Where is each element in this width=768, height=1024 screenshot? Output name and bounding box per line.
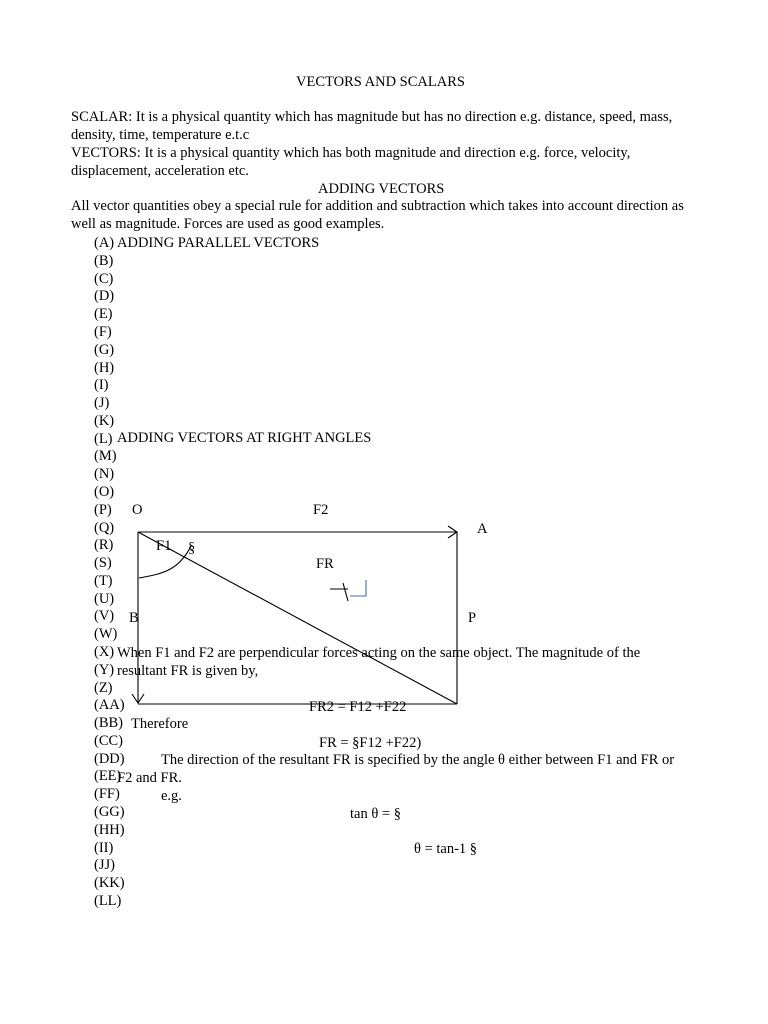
equation-fr-squared: FR2 = F12 +F22 xyxy=(309,699,407,715)
label-a: A xyxy=(477,521,488,537)
therefore-text: Therefore xyxy=(131,716,189,732)
label-f1: F1 xyxy=(156,538,172,554)
list-marker: (GG) xyxy=(94,804,125,820)
equation-fr: FR = §F12 +F22) xyxy=(319,735,422,751)
list-marker: (S) xyxy=(94,555,112,571)
list-marker: (II) xyxy=(94,839,114,856)
list-marker: (R) xyxy=(94,537,114,554)
label-f2: F2 xyxy=(313,502,329,518)
list-marker: (E) xyxy=(94,306,113,323)
list-marker: (T) xyxy=(94,572,113,589)
list-marker: (F) xyxy=(94,323,112,340)
list-marker: (CC) xyxy=(94,732,123,749)
label-b: B xyxy=(129,610,139,626)
list-marker: (W) xyxy=(94,626,118,643)
scalar-definition: SCALAR: It is a physical quantity which has magnitude but has no direction e.g. distance, speed, mass, density, time, temperature e.t.c xyxy=(71,109,673,143)
label-section: § xyxy=(188,540,196,556)
vectors-definition: VECTORS: It is a physical quantity which has both magnitude and direction e.g. force, velocity, displacement, acceleration etc. xyxy=(71,145,631,179)
list-marker: (U) xyxy=(94,590,115,607)
list-marker: (G) xyxy=(94,341,115,358)
list-marker: (I) xyxy=(94,377,109,394)
list-marker: (D) xyxy=(94,288,115,305)
parallel-vectors-heading: ADDING PARALLEL VECTORS xyxy=(117,235,320,251)
equation-theta: θ = tan-1 § xyxy=(414,841,478,857)
label-o: O xyxy=(132,502,143,518)
label-fr: FR xyxy=(316,556,334,572)
list-marker: (V) xyxy=(94,608,115,625)
list-marker: (L) xyxy=(94,430,113,447)
list-marker: (H) xyxy=(94,359,115,376)
list-marker: (N) xyxy=(94,466,115,483)
list-marker: (M) xyxy=(94,448,117,465)
list-marker: (BB) xyxy=(94,715,123,732)
list-marker: (J) xyxy=(94,395,110,411)
list-marker: (Z) xyxy=(94,679,113,696)
eg-text: e.g. xyxy=(161,788,182,804)
list-marker: (A) xyxy=(94,235,115,251)
list-marker: (Q) xyxy=(94,519,115,536)
equation-tan: tan θ = § xyxy=(350,806,401,822)
list-marker: (P) xyxy=(94,501,112,518)
list-marker: (HH) xyxy=(94,821,125,838)
intro-paragraph: All vector quantities obey a special rule for addition and subtraction which takes into account direction as well as magnitude. Forces are used as good examples. xyxy=(71,198,684,232)
list-marker: (JJ) xyxy=(94,857,115,874)
list-marker: (X) xyxy=(94,643,115,660)
list-marker: (AA) xyxy=(94,697,125,714)
perpendicular-text-line2: resultant FR is given by, xyxy=(117,663,259,679)
list-marker: (KK) xyxy=(94,875,125,892)
list-marker: (C) xyxy=(94,270,114,287)
list-marker: (O) xyxy=(94,483,115,500)
list-marker: (K) xyxy=(94,412,115,429)
label-p: P xyxy=(468,610,477,626)
mark-diagonal xyxy=(343,583,348,601)
adding-vectors-heading: ADDING VECTORS xyxy=(318,181,445,197)
list-marker: (EE) xyxy=(94,768,122,785)
list-marker: (FF) xyxy=(94,786,120,803)
direction-text-line1: The direction of the resultant FR is specified by the angle θ either between F1 and FR or xyxy=(161,752,675,768)
perpendicular-text-line1: When F1 and F2 are perpendicular forces acting on the same object. The magnitude of the xyxy=(117,645,641,661)
list-marker: (LL) xyxy=(94,892,122,909)
list-marker: (DD) xyxy=(94,750,125,767)
list-marker: (Y) xyxy=(94,661,115,678)
right-angle-heading: ADDING VECTORS AT RIGHT ANGLES xyxy=(117,430,372,446)
right-angle-mark xyxy=(350,580,366,596)
direction-text-line2: F2 and FR. xyxy=(117,770,182,786)
list-marker: (B) xyxy=(94,252,114,269)
page-title: VECTORS AND SCALARS xyxy=(296,74,465,90)
